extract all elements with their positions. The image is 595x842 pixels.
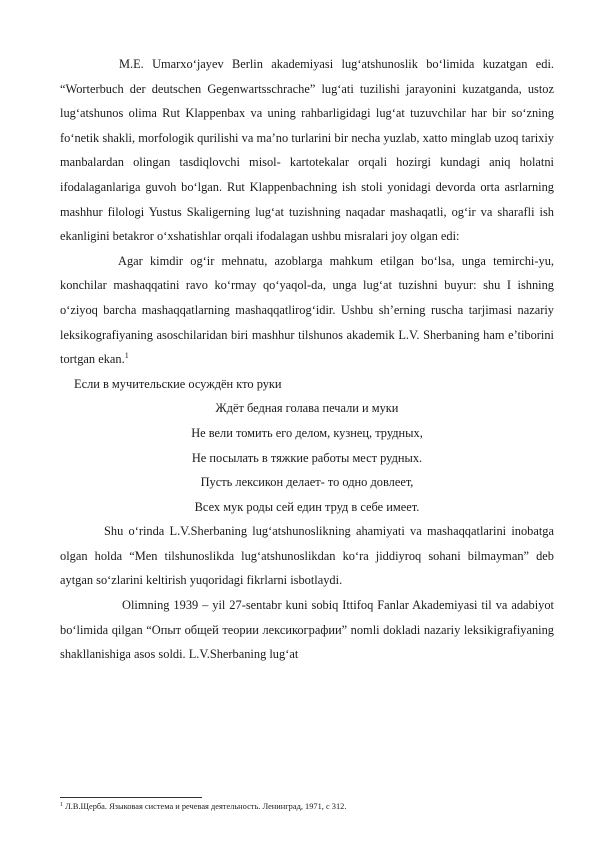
- verse-line: Пусть лексикон делает- то одно довлеет,: [200, 475, 414, 490]
- footnote-mark: 1: [60, 802, 63, 808]
- footnote-text: Л.В.Щерба. Языковая система и речевая деятельность. Ленинград, 1971, с 312.: [65, 802, 347, 811]
- russian-verse: [60, 372, 554, 520]
- verse-line: Если в мучительские осуждён кто руки: [74, 376, 282, 391]
- paragraph-1939-report: Olimning 1939 – yil 27-sentabr kuni sobiq Ittifoq Fanlar Akademiyasi til va adabiyot bo‘limida qilgan “Опыт общей теории лексикографии” nomli dokladi nazariy leksikigrafiyaning shakllanishiga asos soldi. L.V.Sherbaning lug‘at: [60, 598, 554, 662]
- verse-line: Не посылать в тяжкие работы мест рудных.: [191, 450, 423, 465]
- footnote-reference[interactable]: 1: [124, 351, 129, 361]
- paragraph-umarxojayev: M.E. Umarxo‘jayev Berlin akademiyasi lug‘atshunoslik bo‘limida kuzatgan edi. “Worterbuch der deutschen Gegenwartsschrache” lug‘ati tuzilishi jarayonini kuzatganda, ustoz lug‘atshunos olima Rut Klappenbax va uning rahbarligidagi lug‘at tuzuvchilar har bir so‘zning fo‘netik shakli, morfologik qurilishi va ma’no turlarini bir necha yuzlab, xatto minglab uzoq tarixiy manbalardan olingan tasdiqlovchi misol- kartotekalar orqali hozirgi kundagi aniq holatni ifodalaganlariga guvoh bo‘lgan. Rut Klappenbachning ish stoli yonidagi devorda orta asrlarning mashhur filologi Yustus Skaligerning lug‘at tuzishning naqadar mashaqatli, og‘ir va sharafli ish ekanligini betakror o‘xshatishlar orqali ifodalagan ushbu misralari joy olgan edi:: [60, 57, 554, 244]
- paragraph-skaliger-text: Agar kimdir og‘ir mehnatu, azoblarga mahkum etilgan bo‘lsa, unga temirchi-yu, konchilar mashaqqatini ravo ko‘rmay qo‘yaqol-da, unga lug‘at tuzishni buyur: shu I ishning o‘ziyoq barcha mashaqqatlarning mashaqqatlirog‘idir. Ushbu sh’erning ruscha tarjimasi nazariy leksikografiyaning asoschilaridan biri mashhur tilshunos akademik L.V. Sherbaning ham e’tiborini tortgan ekan.: [60, 253, 554, 367]
- verse-line: Ждёт бедная голава печали и муки: [215, 401, 399, 416]
- verse-line: Не вели томить его делом, кузнец, трудных,: [191, 425, 423, 440]
- verse-line: Всех мук роды сей един труд в себе имеет.: [194, 499, 420, 514]
- paragraph-skaliger-verse: [60, 249, 554, 372]
- footnote: [60, 801, 346, 812]
- page-body: [60, 52, 554, 667]
- paragraph-sherba-quote: Shu o‘rinda L.V.Sherbaning lug‘atshunoslikning ahamiyati va mashaqqatlarini inobatga olgan holda “Men tilshunoslikda lug‘atshunoslikdan ko‘ra jiddiyroq sohani bilmayman” deb aytgan so‘zlarini keltirish yuqoridagi fikrlarni isbotlaydi.: [60, 524, 554, 588]
- footnote-divider: [60, 797, 202, 798]
